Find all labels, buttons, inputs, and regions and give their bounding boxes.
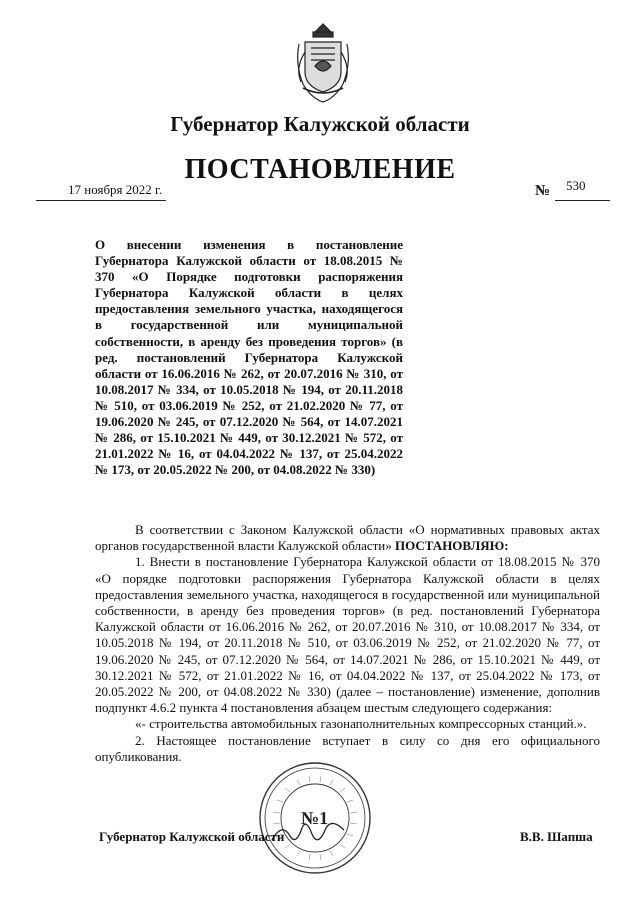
signatory-position: Губернатор Калужской области [99,829,285,844]
coat-of-arms-emblem [293,22,353,104]
quote-paragraph: «- строительства автомобильных газонаполнительных компрессорных станций.». [135,716,587,732]
item-2-paragraph: 2. Настоящее постановление вступает в силу со дня его официального опубликования. [95,732,600,764]
date-underline [36,200,166,201]
issuer-title: Губернатор Калужской области [170,112,470,136]
resolve-word: ПОСТАНОВЛЯЮ: [395,538,509,554]
document-subject: О внесении изменения в постановление Губернатора Калужской области от 18.08.2015 № 370 «О Порядке подготовки распоряжения Губернатора Калужской области в целях предоставления земельного участка, находящегося в государственной или муниципальной собственности, в аренду без проведения торгов» (в ред. постановлений Губернатора Калужской области от 16.06.2016 № 262, от 20.07.2016 № 310, от 10.08.2017 № 334, от 10.05.2018 № 194, от 20.11.2018 № 510, от 03.06.2019 № 252, от 21.02.2020 № 77, от 19.06.2020 № 245, от 07.12.2020 № 564, от 14.07.2021 № 286, от 15.10.2021 № 449, от 30.12.2021 № 572, от 21.01.2022 № 16, от 04.04.2022 № 137, от 25.04.2022 № 173, от 20.05.2022 № 200, от 04.08.2022 № 330) [95,237,403,478]
preamble-paragraph [95,522,600,554]
number-underline [555,200,610,201]
preamble-text: В соответствии с Законом Калужской области «О нормативных правовых актах органов государственной власти Калужской области» [95,522,600,554]
document-body [95,522,600,765]
item-1-paragraph: 1. Внести в постановление Губернатора Калужской области от 18.08.2015 № 370 «О порядке подготовки распоряжения Губернатора Калужской области в целях предоставления земельного участка, находящегося в государственной или муниципальной собственности, в аренду без проведения торгов» (в ред. постановлений Губернатора Калужской области от 16.06.2016 № 262, от 20.07.2016 № 310, от 10.08.2017 № 334, от 10.05.2018 № 194, от 20.11.2018 № 510, от 03.06.2019 № 252, от 21.02.2020 № 77, от 19.06.2020 № 245, от 07.12.2020 № 564, от 14.07.2021 № 286, от 15.10.2021 № 449, от 30.12.2021 № 572, от 21.01.2022 № 16, от 04.04.2022 № 137, от 25.04.2022 № 173, от 20.05.2022 № 200, от 04.08.2022 № 330) (далее – постановление) изменение, дополнив подпункт 4.6.2 пункта 4 постановления абзацем шестым следующего содержания: [95,554,600,716]
seal-number: №1 [301,808,329,828]
document-date: 17 ноября 2022 г. [68,182,163,197]
signatory-name: В.В. Шапша [520,829,593,844]
number-label: № [535,183,551,199]
document-type-heading: ПОСТАНОВЛЕНИЕ [184,154,456,185]
document-number: 530 [566,178,586,193]
